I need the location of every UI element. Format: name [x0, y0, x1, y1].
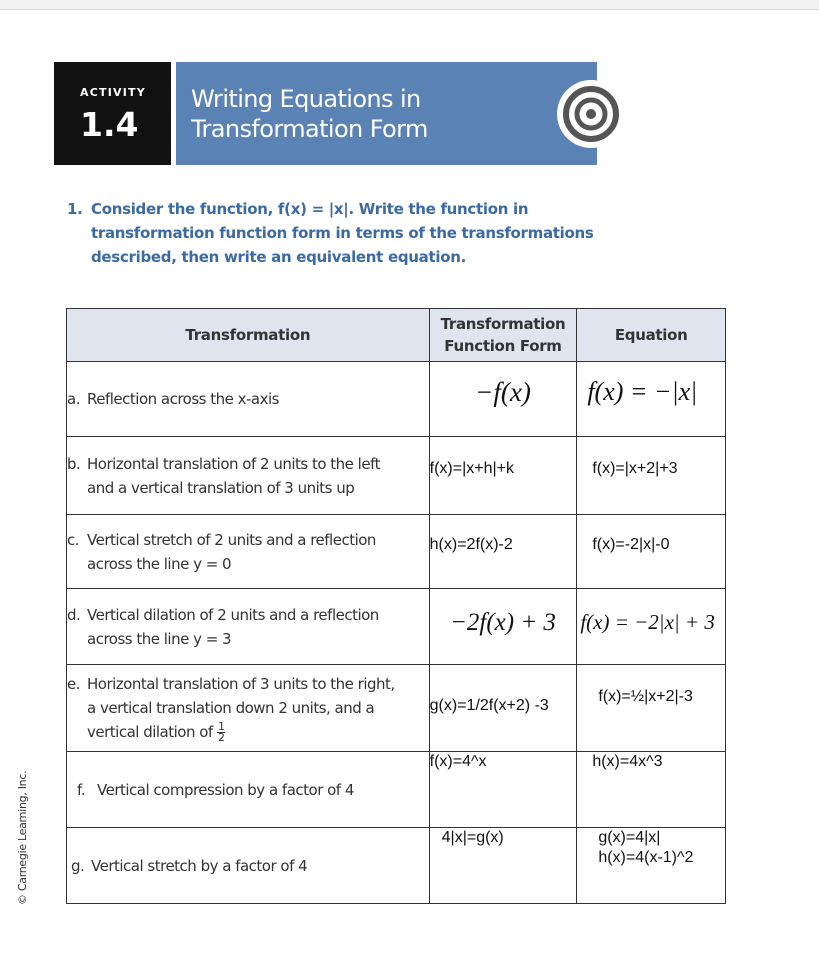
target-icon [557, 80, 625, 148]
row-g-form[interactable]: 4|x|=g(x) [429, 828, 577, 904]
table-header-row [67, 309, 726, 362]
row-c-form[interactable]: h(x)=2f(x)-2 [429, 515, 577, 589]
row-text: Vertical dilation of 2 units and a reflection [87, 605, 379, 624]
row-d-description [67, 589, 430, 665]
row-text: Horizontal translation of 3 units to the right, [87, 675, 395, 693]
row-b-description [67, 437, 430, 515]
transformations-table [66, 308, 726, 904]
activity-label: ACTIVITY [80, 86, 146, 99]
row-f-description [67, 752, 430, 828]
title-line-1: Writing Equations in [191, 85, 421, 113]
row-a-equation[interactable]: f(x) = −|x| [577, 362, 726, 437]
row-text-cont: and a vertical translation of 3 units up [87, 478, 355, 497]
activity-number: 1.4 [80, 105, 139, 144]
table-row [67, 589, 726, 665]
row-letter: f. [77, 780, 85, 799]
row-b-form[interactable]: f(x)=|x+h|+k [429, 437, 577, 515]
top-bar [0, 0, 819, 10]
row-a-description [67, 362, 430, 437]
title-line-2: Transformation Form [191, 115, 428, 143]
question-text: Consider the function, f(x) = |x|. Write the function in transformation function form in terms of the transformations described, then write an equivalent equation. [91, 200, 594, 266]
row-letter: g. [71, 856, 85, 875]
fraction-numerator: 1 [217, 720, 225, 733]
row-text-cont: a vertical translation down 2 units, and a [87, 699, 375, 717]
row-text-cont: across the line y = 0 [87, 554, 232, 573]
copyright-notice: © Carnegie Learning, Inc. [16, 770, 29, 905]
fraction-denominator: 2 [217, 731, 225, 744]
fraction-one-half [217, 722, 226, 743]
activity-badge [54, 62, 171, 165]
table-row [67, 362, 726, 437]
row-text: Vertical stretch of 2 units and a reflection [87, 530, 376, 549]
row-letter: a. [67, 390, 80, 408]
row-text: Vertical compression by a factor of 4 [97, 780, 354, 799]
question-number: 1. [67, 200, 83, 218]
table-row [67, 752, 726, 828]
row-d-equation[interactable]: f(x) = −2|x| + 3 [577, 589, 726, 665]
row-letter: d. [67, 605, 81, 624]
header-function-form [429, 309, 577, 362]
row-c-equation[interactable]: f(x)=-2|x|-0 [577, 515, 726, 589]
row-g-equation[interactable] [577, 828, 726, 904]
header-form-line-2: Function Form [444, 337, 562, 355]
row-text: Reflection across the x-axis [87, 390, 279, 408]
table-row [67, 665, 726, 752]
row-g-equation-line-1: g(x)=4|x| [598, 829, 661, 846]
row-b-equation[interactable]: f(x)=|x+2|+3 [577, 437, 726, 515]
row-f-equation[interactable]: h(x)=4x^3 [577, 752, 726, 828]
activity-title [191, 84, 428, 144]
row-e-equation[interactable]: f(x)=½|x+2|-3 [577, 665, 726, 752]
row-text-cont: vertical dilation of [87, 723, 213, 741]
row-text: Vertical stretch by a factor of 4 [91, 856, 308, 875]
header-transformation: Transformation [67, 309, 430, 362]
row-e-line-3 [67, 720, 429, 744]
row-f-form[interactable]: f(x)=4^x [429, 752, 577, 828]
row-e-form[interactable]: g(x)=1/2f(x+2) -3 [429, 665, 577, 752]
row-text: Horizontal translation of 2 units to the left [87, 454, 380, 473]
table-row [67, 828, 726, 904]
row-e-description [67, 665, 430, 752]
row-letter: e. [67, 675, 80, 693]
row-letter: c. [67, 530, 80, 549]
title-band [176, 62, 597, 165]
header-form-line-1: Transformation [440, 315, 566, 333]
row-letter: b. [67, 454, 81, 473]
row-d-form[interactable]: −2f(x) + 3 [429, 589, 577, 665]
row-a-form[interactable]: −f(x) [429, 362, 577, 437]
header-equation: Equation [577, 309, 726, 362]
row-text-cont: across the line y = 3 [87, 629, 232, 648]
row-c-description [67, 515, 430, 589]
row-g-equation-line-2: h(x)=4(x-1)^2 [598, 849, 694, 866]
question-1 [67, 197, 627, 269]
table-row [67, 515, 726, 589]
row-g-description [67, 828, 430, 904]
table-row [67, 437, 726, 515]
